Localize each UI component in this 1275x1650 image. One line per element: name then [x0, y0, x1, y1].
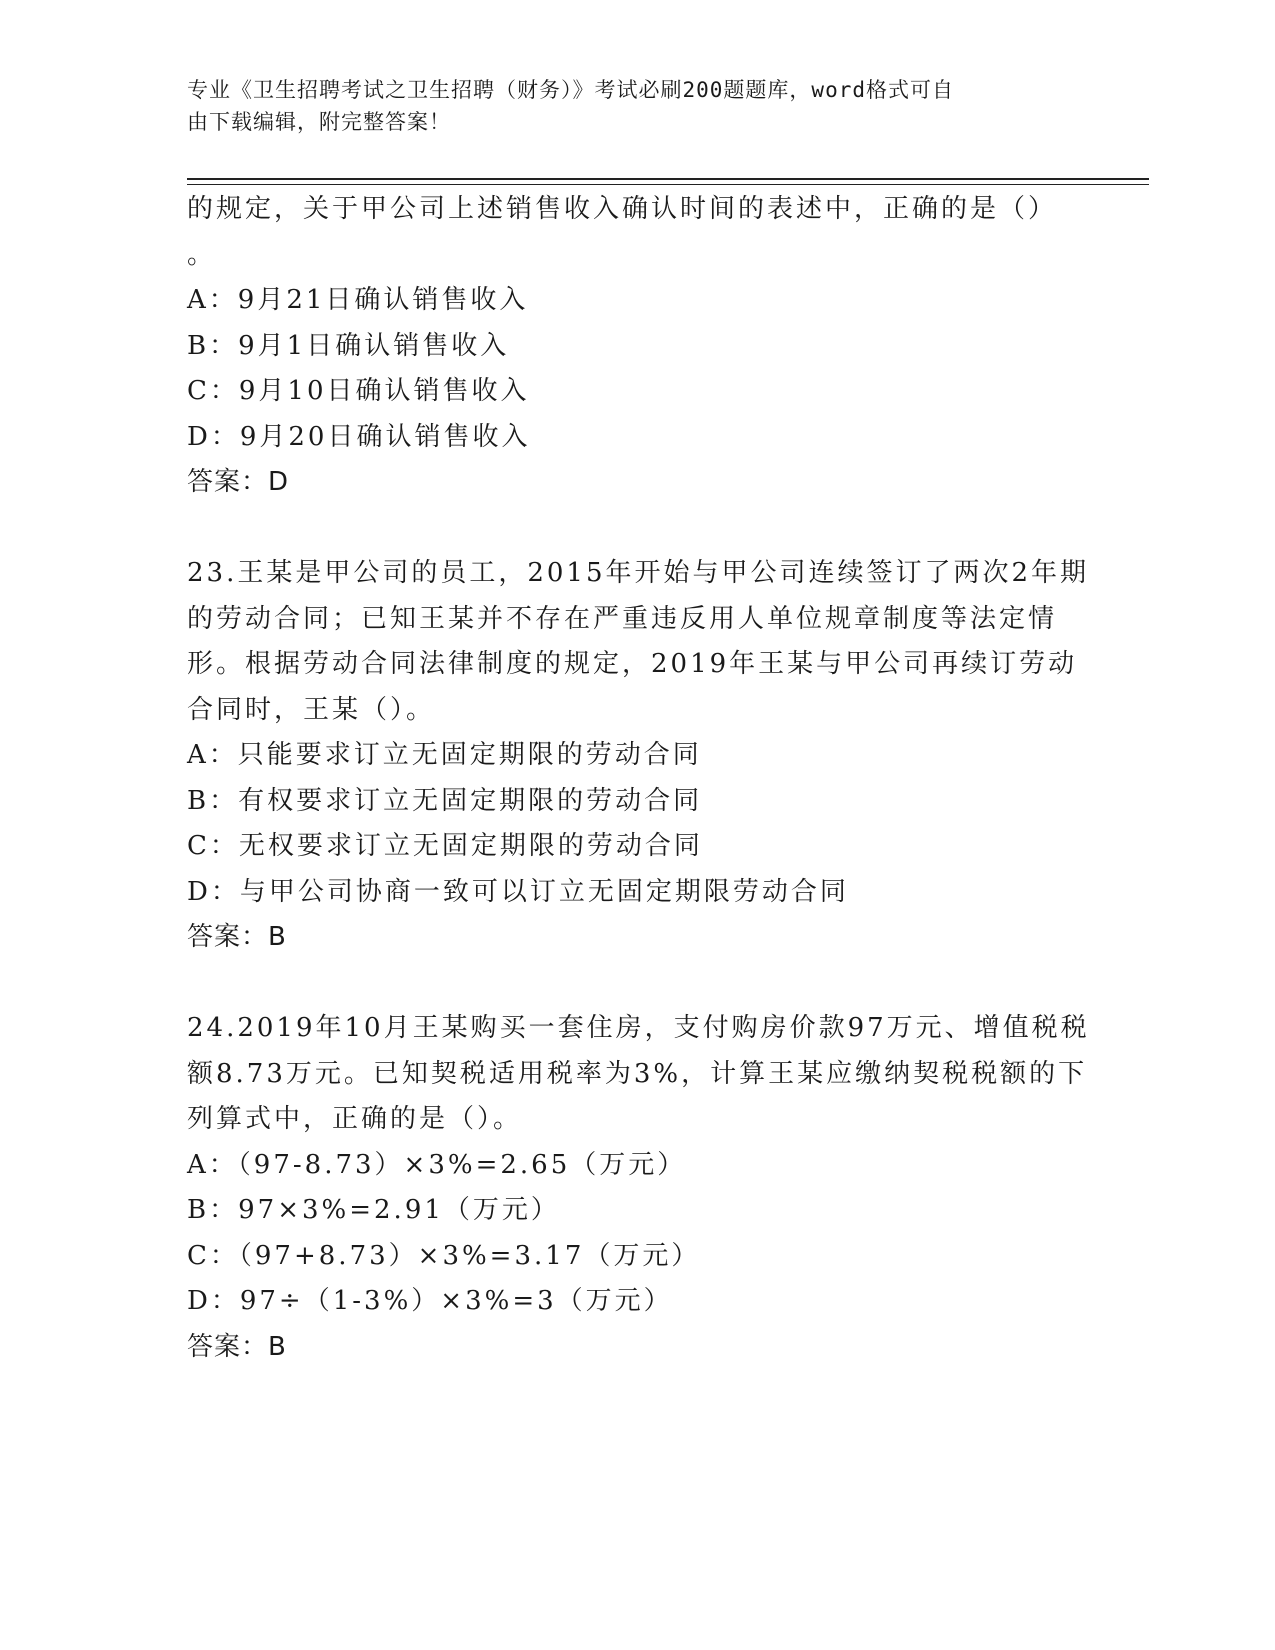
document-header: [187, 74, 1067, 138]
header-line-2: 由下载编辑，附完整答案！: [187, 110, 451, 134]
answer-line: 答案：D: [187, 467, 290, 497]
question-stem-line: 23.王某是甲公司的员工，2015年开始与甲公司连续签订了两次2年期: [187, 558, 1090, 588]
answer-line: 答案：B: [187, 1331, 287, 1362]
question-22: [187, 187, 1087, 506]
question-stem-line: 24.2019年10月王某购买一套住房，支付购房价款97万元、增值税税: [187, 1013, 1090, 1043]
answer-line: 答案：B: [187, 922, 287, 952]
question-stem-line: 。: [187, 239, 217, 270]
question-stem-line: 额8.73万元。已知契税适用税率为3%，计算王某应缴纳契税税额的下: [187, 1058, 1088, 1089]
question-stem-line: 列算式中，正确的是（）。: [187, 1104, 523, 1134]
option-a: A：只能要求订立无固定期限的劳动合同: [187, 740, 702, 770]
option-a: A：（97-8.73）×3%=2.65（万元）: [187, 1149, 687, 1180]
spacer: [187, 961, 1087, 1007]
header-rule-thin: [187, 184, 1149, 185]
question-stem-line: 形。根据劳动合同法律制度的规定，2019年王某与甲公司再续订劳动: [187, 649, 1078, 679]
header-rule-thick: [187, 178, 1149, 180]
option-c: C：9月10日确认销售收入: [187, 376, 530, 406]
question-stem-line: 合同时，王某（）。: [187, 694, 436, 725]
option-c: C：（97+8.73）×3%=3.17（万元）: [187, 1240, 701, 1271]
option-b: B：9月1日确认销售收入: [187, 330, 510, 361]
option-d: D：与甲公司协商一致可以订立无固定期限劳动合同: [187, 876, 849, 907]
option-d: D：9月20日确认销售收入: [187, 421, 531, 452]
question-stem-line: 的劳动合同；已知王某并不存在严重违反用人单位规章制度等法定情: [187, 603, 1058, 634]
option-b: B：97×3%=2.91（万元）: [187, 1195, 560, 1225]
question-24: [187, 1006, 1090, 1370]
spacer: [187, 506, 1087, 552]
option-a: A：9月21日确认销售收入: [187, 285, 529, 315]
question-23: [187, 551, 1090, 961]
question-stem-line: 的规定，关于甲公司上述销售收入确认时间的表述中，正确的是（）: [187, 194, 1058, 224]
header-line-1: 专业《卫生招聘考试之卫生招聘（财务）》考试必刷200题题库，word格式可自: [187, 78, 954, 102]
option-d: D：97÷（1-3%）×3%=3（万元）: [187, 1286, 673, 1316]
option-c: C：无权要求订立无固定期限的劳动合同: [187, 831, 703, 861]
document-body: [187, 187, 1090, 1370]
option-b: B：有权要求订立无固定期限的劳动合同: [187, 785, 703, 816]
